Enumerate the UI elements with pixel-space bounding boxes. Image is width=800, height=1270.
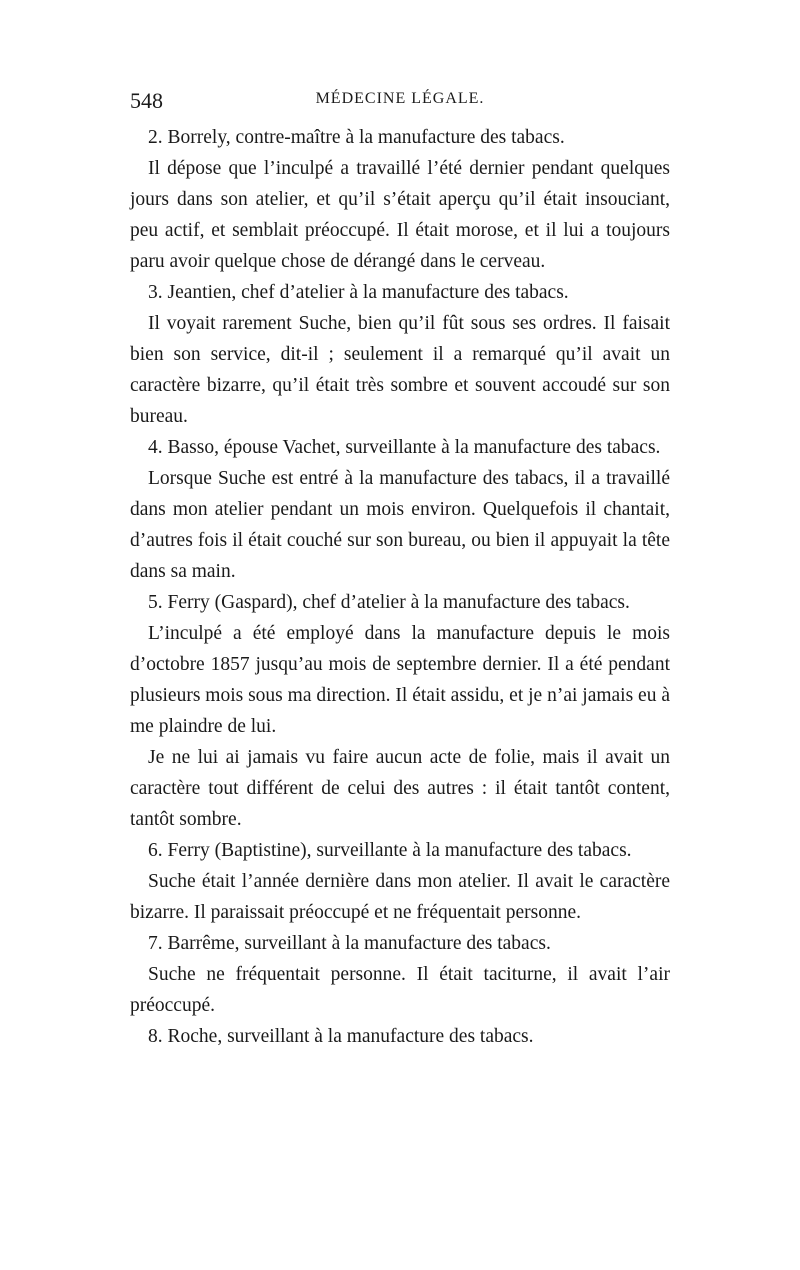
page-number: 548 — [130, 88, 163, 113]
testimony-paragraph-5b: Je ne lui ai jamais vu faire aucun acte de folie, mais il avait un caractère tout différent de celui des autres : il était tantôt content, tantôt sombre. — [130, 747, 670, 830]
witness-heading-2: 2. Borrely, contre-maître à la manufacture des tabacs. — [148, 127, 565, 148]
witness-heading-3: 3. Jeantien, chef d’atelier à la manufacture des tabacs. — [148, 282, 569, 303]
testimony-paragraph-2: Il dépose que l’inculpé a travaillé l’été dernier pendant quelques jours dans son atelier, et qu’il s’était aperçu qu’il était insouciant, peu actif, et semblait préoccupé. Il était morose, et il lui a toujours paru avoir quelque chose de dérangé dans le cerveau. — [130, 158, 670, 272]
page-content — [130, 88, 670, 1052]
testimony-paragraph-7: Suche ne fréquentait personne. Il était taciturne, il avait l’air préoccupé. — [130, 964, 670, 1016]
running-head — [130, 88, 670, 122]
testimony-paragraph-4: Lorsque Suche est entré à la manufacture des tabacs, il a travaillé dans mon atelier pendant un mois environ. Quelquefois il chantait, d’autres fois il était couché sur son bureau, ou bien il appuyait la tête dans sa main. — [130, 468, 670, 582]
witness-heading-7: 7. Barrême, surveillant à la manufacture des tabacs. — [148, 933, 551, 954]
body-text — [130, 122, 670, 1052]
witness-heading-5: 5. Ferry (Gaspard), chef d’atelier à la manufacture des tabacs. — [148, 592, 630, 613]
witness-heading-6: 6. Ferry (Baptistine), surveillante à la manufacture des tabacs. — [148, 840, 632, 861]
running-title: MÉDECINE LÉGALE. — [315, 90, 485, 107]
testimony-paragraph-5a: L’inculpé a été employé dans la manufacture depuis le mois d’octobre 1857 jusqu’au mois de septembre dernier. Il a été pendant plusieurs mois sous ma direction. Il était assidu, et je n’ai jamais eu à me plaindre de lui. — [130, 623, 670, 737]
witness-heading-4: 4. Basso, épouse Vachet, surveillante à la manufacture des tabacs. — [148, 437, 661, 458]
testimony-paragraph-6: Suche était l’année dernière dans mon atelier. Il avait le caractère bizarre. Il paraissait préoccupé et ne fréquentait personne. — [130, 871, 670, 923]
witness-heading-8: 8. Roche, surveillant à la manufacture des tabacs. — [148, 1026, 534, 1047]
testimony-paragraph-3: Il voyait rarement Suche, bien qu’il fût sous ses ordres. Il faisait bien son service, dit-il ; seulement il a remarqué qu’il avait un caractère bizarre, qu’il était très sombre et souvent accoudé sur son bureau. — [130, 313, 670, 427]
